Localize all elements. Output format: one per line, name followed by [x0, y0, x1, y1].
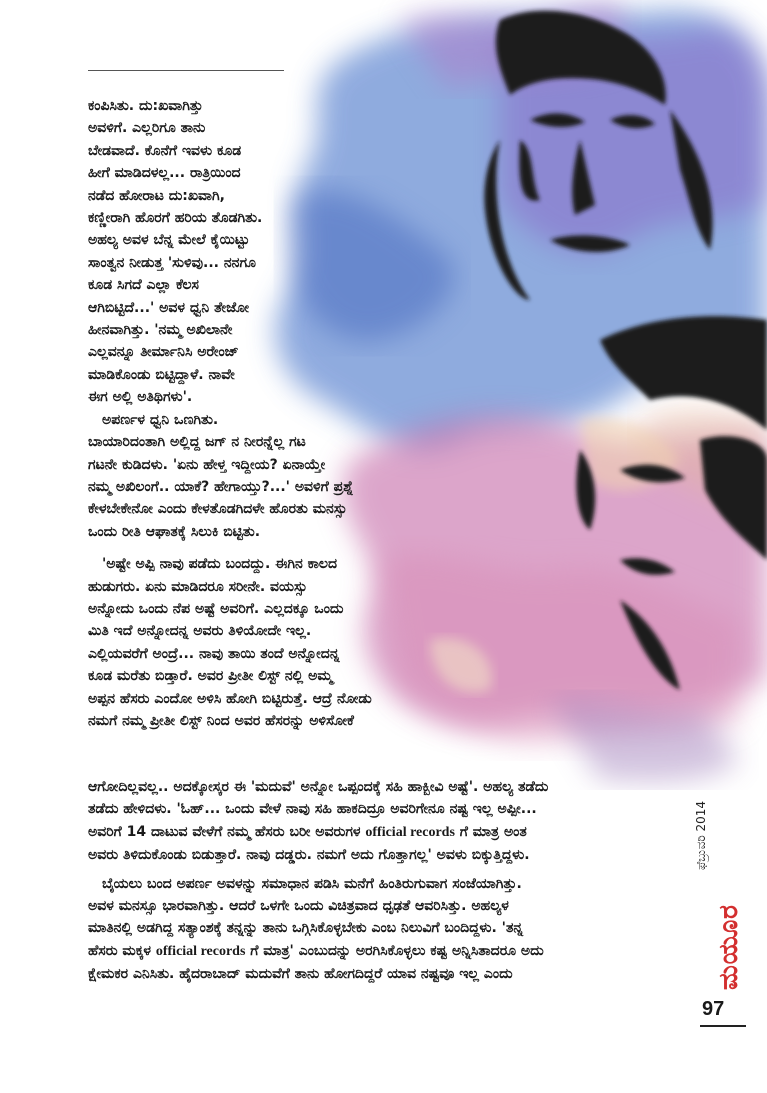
text-line: ಅವರಿಗೆ 14 ದಾಟುವ ವೇಳೆಗೆ ನಮ್ಮ ಹೆಸರು ಬರೀ ಅವರುಗಳ official records ಗೆ ಮಾತ್ರ ಅಂತ: [88, 823, 527, 840]
text-line: ಅಪರ್ಣಳ ಧ್ವನಿ ಒಣಗಿತು.: [102, 411, 219, 428]
text-line: ಆಗಿಬಿಟ್ಟಿದೆ...' ಅವಳ ಧ್ವನಿ ತೇಜೋ: [88, 299, 250, 316]
text-line: ಎಲ್ಲಿಯವರೆಗೆ ಅಂದ್ರೆ... ನಾವು ತಾಯಿ ತಂದೆ ಅನ್ನೋದನ್ನ: [88, 645, 340, 662]
text-line: ಸಾಂತ್ವನ ನೀಡುತ್ತ 'ಸುಳಿವು... ನನಗೂ: [88, 254, 256, 271]
text-line: ಕಣ್ಣೀರಾಗಿ ಹೊರಗೆ ಹರಿಯ ತೊಡಗಿತು.: [88, 210, 263, 227]
text-line: ಬೇಡವಾದೆ. ಕೊನೆಗೆ ಇವಳು ಕೂಡ: [88, 142, 242, 159]
text-line: ಗಟನೇ ಕುಡಿದಳು. 'ಏನು ಹೇಳ್ತ ಇದ್ದೀಯ? ಏನಾಯ್ತೇ: [88, 456, 326, 473]
text-line: ಹುಡುಗರು. ಏನು ಮಾಡಿದರೂ ಸರೀನೇ. ವಯಸ್ಸು: [88, 578, 308, 595]
text-line: ನಡೆದ ಹೋರಾಟ ದು:ಖವಾಗಿ,: [88, 187, 225, 204]
text-line: ಎಲ್ಲವನ್ನೂ ತೀರ್ಮಾನಿಸಿ ಅರೇಂಜ್: [88, 344, 239, 361]
text-line: ತಡೆದು ಹೇಳಿದಳು. 'ಓಹ್... ಒಂದು ವೇಳೆ ನಾವು ಸಹಿ ಹಾಕದಿದ್ರೂ ಅವರಿಗೇನೂ ನಷ್ಟ ಇಲ್ಲ ಅಪ್ಪೀ...: [88, 801, 537, 818]
wide-text-block: [88, 776, 692, 986]
text-line: ಮಾತಿನಲ್ಲಿ ಅಡಗಿದ್ದ ಸತ್ಯಾಂಶಕ್ಕೆ ತನ್ನನ್ನು ತಾನು ಒಗ್ಗಿಸಿಕೊಳ್ಳಬೇಕು ಎಂಬ ನಿಲುವಿಗೆ ಬಂದಿದ್ದಳು. 'ತನ್ನ: [88, 920, 524, 937]
text-line: ಅನ್ನೋದು ಒಂದು ನೆಪ ಅಷ್ಟೆ ಅವರಿಗೆ. ಎಲ್ಲದಕ್ಕೂ ಒಂದು: [88, 600, 344, 617]
header-rule: [88, 70, 284, 71]
text-line: ಬೈಯಲು ಬಂದ ಅಪರ್ಣ ಅವಳನ್ನು ಸಮಾಧಾನ ಪಡಿಸಿ ಮನೆಗೆ ಹಿಂತಿರುಗುವಾಗ ಸಂಜೆಯಾಗಿತ್ತು.: [102, 875, 522, 892]
paragraph-2: [88, 409, 368, 543]
text-line: ಮಾಡಿಕೊಂಡು ಬಿಟ್ಟಿದ್ದಾಳೆ. ನಾವೇ: [88, 366, 235, 383]
text-line: ಕೂಡ ಮರೆತು ಬಿಡ್ತಾರೆ. ಅವರ ಪ್ರೀತೀ ಲಿಸ್ಟ್ ನಲ್ಲಿ ಅಮ್ಮ: [88, 668, 333, 685]
text-line: ನಮ್ಮ ಅಖಿಲಂಗೆ.. ಯಾಕೆ? ಹೇಗಾಯ್ತು?...' ಅವಳಿಗೆ ಪ್ರಶ್ನೆ: [88, 478, 354, 495]
narrow-column: [88, 95, 372, 732]
text-line: ಹೀನವಾಗಿತ್ತು. 'ನಮ್ಮ ಅಖಿಲಾನೇ: [88, 322, 233, 339]
text-line: ಹೆಸರು ಮಕ್ಕಳ official records ಗೆ ಮಾತ್ರ' ಎಂಬುದನ್ನು ಅರಗಿಸಿಕೊಳ್ಳಲು ಕಷ್ಟ ಅನ್ನಿಸಿತಾದರೂ ಅದು: [88, 942, 544, 959]
text-line: ಅಹಲ್ಯ ಅವಳ ಬೆನ್ನ ಮೇಲೆ ಕೈಯಿಟ್ಟು: [88, 232, 250, 249]
text-line: ಬಾಯಾರಿದಂತಾಗಿ ಅಲ್ಲಿದ್ದ ಜಗ್ ನ ನೀರನ್ನೆಲ್ಲ ಗಟ: [88, 434, 306, 451]
magazine-logo: ಮಯೂರ: [714, 904, 744, 990]
text-line: ನಮಗೆ ನಮ್ಮ ಪ್ರೀತೀ ಲಿಸ್ಟ್ ನಿಂದ ಅವರ ಹೆಸರನ್ನು ಅಳಿಸೋಕೆ: [88, 712, 354, 729]
text-line: ಹೀಗೆ ಮಾಡಿದಳಲ್ಲ... ರಾತ್ರಿಯಿಂದ: [88, 165, 241, 182]
text-line: ಕೂಡ ಸಿಗದೆ ಎಲ್ಲಾ ಕೆಲಸ: [88, 277, 199, 294]
text-line: ಕ್ಷೇಮಕರ ಎನಿಸಿತು. ಹೈದರಾಬಾದ್ ಮದುವೆಗೆ ತಾನು ಹೋಗದಿದ್ದರೆ ಯಾವ ನಷ್ಟವೂ ಇಲ್ಲ ಎಂದು: [88, 966, 513, 983]
text-line: ಅವರು ತಿಳಿದುಕೊಂಡು ಬಿಡುತ್ತಾರೆ. ನಾವು ದಡ್ಡರು. ನಮಗೆ ಅದು ಗೊತ್ತಾಗಲ್ಲ' ಅವಳು ಬಿಕ್ಕುತ್ತಿದ್ದಳು.: [88, 847, 530, 864]
paragraph-4: [88, 873, 692, 986]
paragraph-1: [88, 95, 368, 409]
page-number-rule: [700, 1025, 746, 1027]
issue-date: ಫೆಬ್ರುವರಿ 2014: [694, 800, 708, 870]
text-line: ಒಂದು ರೀತಿ ಆಘಾತಕ್ಕೆ ಸಿಲುಕಿ ಬಿಟ್ಟಿತು.: [88, 523, 261, 540]
paragraph-3: [88, 553, 372, 732]
text-line: ಅವಳ ಮನಸ್ಸೂ ಭಾರವಾಗಿತ್ತು. ಆದರೆ ಒಳಗೇ ಒಂದು ವಿಚಿತ್ರವಾದ ಧೃಢತೆ ಆವರಿಸಿತ್ತು. ಅಹಲ್ಯಳ: [88, 898, 509, 915]
text-line: ಕೇಳಬೇಕೇನೋ ಎಂದು ಕೇಳತೊಡಗಿದಳೇ ಹೊರತು ಮನಸ್ಸು: [88, 501, 348, 518]
text-line: ಮಿತಿ ಇದೆ ಅನ್ನೋದನ್ನ ಅವರು ತಿಳಿಯೋದೇ ಇಲ್ಲ.: [88, 623, 312, 640]
text-line: ಅಪ್ಪನ ಹೆಸರು ಎಂದೋ ಅಳಿಸಿ ಹೋಗಿ ಬಿಟ್ಟಿರುತ್ತೆ. ಆದ್ರೆ ನೋಡು: [88, 690, 372, 707]
text-line: ಅವಳಿಗೆ. ಎಲ್ಲರಿಗೂ ತಾನು: [88, 120, 206, 137]
text-line: ಆಗೋದಿಲ್ಲವಲ್ಲ.. ಅದಕ್ಕೋಸ್ಕರ ಈ 'ಮದುವೆ' ಅನ್ನೋ ಒಪ್ಪಂದಕ್ಕೆ ಸಹಿ ಹಾಕ್ಬೀವಿ ಅಷ್ಟೆ'. ಅಹಲ್ಯ ತಡೆದು: [88, 779, 549, 795]
text-line: 'ಅಷ್ಟೇ ಅಪ್ಪಿ ನಾವು ಪಡೆದು ಬಂದದ್ದು. ಈಗಿನ ಕಾಲದ: [102, 556, 338, 573]
text-line: ಈಗ ಅಲ್ಲಿ ಅತಿಥಿಗಳು'.: [88, 389, 193, 406]
text-line: ಕಂಪಿಸಿತು. ದು:ಖವಾಗಿತ್ತು: [88, 98, 203, 114]
paragraph-3-cont: [88, 776, 692, 867]
page-number: 97: [702, 998, 725, 1020]
